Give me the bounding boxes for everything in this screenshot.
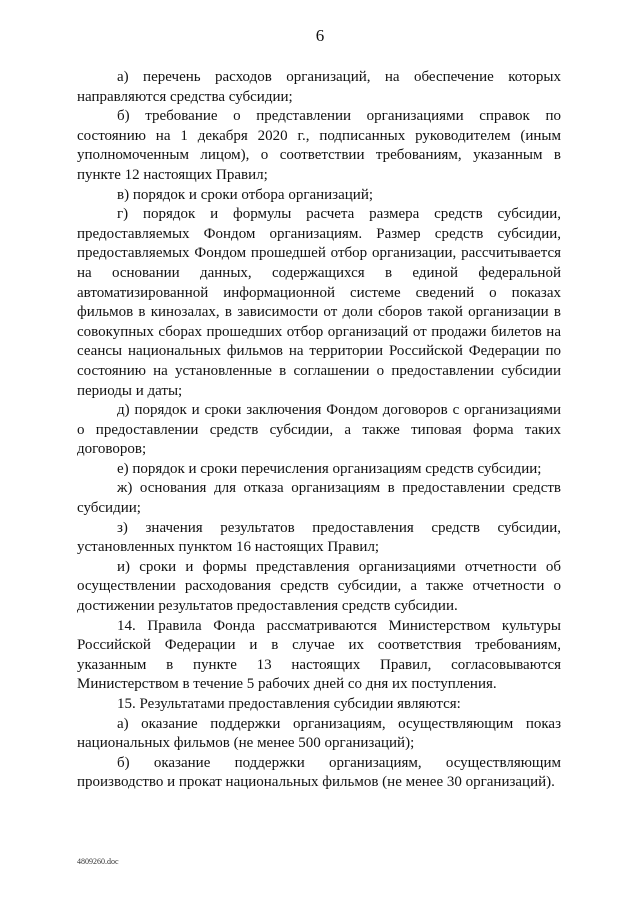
document-body xyxy=(77,68,561,793)
paragraph-item-zh-refusal-grounds: ж) основания для отказа организациям в предоставлении средств субсидии; xyxy=(77,480,561,517)
paragraph-item-z-result-values: з) значения результатов предоставления средств субсидии, установленных пунктом 16 настоящих Правил; xyxy=(77,519,561,556)
paragraph-15-results-heading: 15. Результатами предоставления субсидии являются: xyxy=(117,696,461,712)
paragraph-15b-production-support: б) оказание поддержки организациям, осуществляющим производство и прокат национальных фильмов (не менее 30 организаций). xyxy=(77,754,561,791)
paragraph-14-ministry-approval: 14. Правила Фонда рассматриваются Министерством культуры Российской Федерации и в случае их соответствия требованиям, указанным в пункте 13 настоящих Правил, согласовываются Министерством в течение 5 рабочих дней со дня их поступления. xyxy=(77,617,561,693)
paragraph-item-g-calculation-formulas: г) порядок и формулы расчета размера средств субсидии, предоставляемых Фондом организациям. Размер средств субсидии, предоставляемых Фондом прошедшей отбор организации, рассчитывается на основании данных, содержащихся в единой федеральной автоматизированной информационной системе сведений о показах фильмов в кинозалах, в зависимости от доли сборов такой организации в совокупных сборах прошедших отбор организаций от продажи билетов на сеансы национальных фильмов на территории Российской Федерации по состоянию на установленные в соглашении о предоставлении субсидии периоды и даты; xyxy=(77,206,561,399)
paragraph-15a-screening-support: а) оказание поддержки организациям, осуществляющим показ национальных фильмов (не менее 500 организаций); xyxy=(77,715,561,752)
paragraph-item-v-selection-procedure: в) порядок и сроки отбора организаций; xyxy=(117,186,374,203)
paragraph-item-d-contract-procedure: д) порядок и сроки заключения Фондом договоров с организациями о предоставлении средств субсидии, а также типовая форма таких договоров; xyxy=(77,402,561,458)
paragraph-item-b-certificate-requirement: б) требование о представлении организациями справок по состоянию на 1 декабря 2020 г., подписанных руководителем (иным уполномоченным лицом), о соответствии требованиям, указанным в пункте 12 настоящих Правил; xyxy=(77,108,561,183)
paragraph-item-e-transfer-procedure: е) порядок и сроки перечисления организациям средств субсидии; xyxy=(117,460,542,477)
document-file-reference: 4809260.doc xyxy=(77,857,119,866)
page-number: 6 xyxy=(315,26,325,45)
paragraph-item-a-expense-list: а) перечень расходов организаций, на обеспечение которых направляются средства субсидии; xyxy=(77,69,561,105)
paragraph-item-i-reporting: и) сроки и формы представления организациями отчетности об осуществлении расходования средств субсидии, а также отчетности о достижении результатов предоставления средств субсидии. xyxy=(77,558,561,615)
